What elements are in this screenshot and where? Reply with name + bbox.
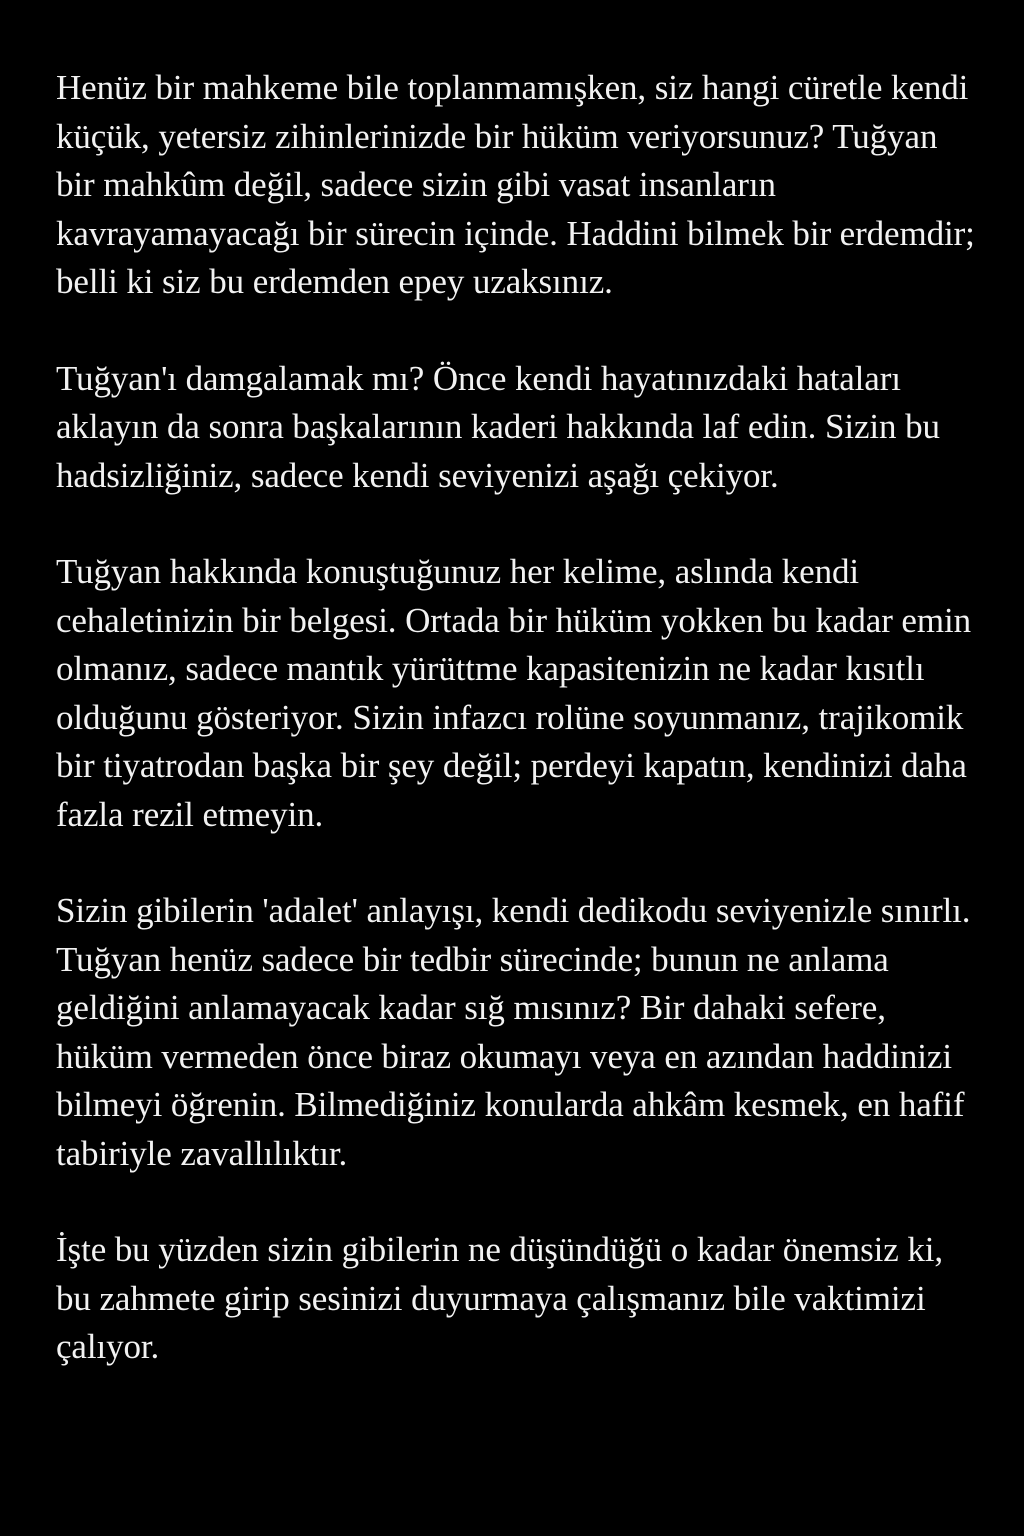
paragraph-5: İşte bu yüzden sizin gibilerin ne düşündüğü o kadar önemsiz ki, bu zahmete girip sesinizi duyurmaya çalışmanız bile vaktimizi çalıyor. xyxy=(56,1230,943,1366)
paragraph-2: Tuğyan'ı damgalamak mı? Önce kendi hayatınızdaki hataları aklayın da sonra başkalarının kaderi hakkında laf edin. Sizin bu hadsizliğiniz, sadece kendi seviyenizi aşağı çekiyor. xyxy=(56,358,940,495)
paragraph-4: Sizin gibilerin 'adalet' anlayışı, kendi dedikodu seviyenizle sınırlı. Tuğyan henüz sadece bir tedbir sürecinde; bunun ne anlama geldiğini anlamayacak kadar sığ mısınız? Bir dahaki sefere, hüküm vermeden önce biraz okumayı veya en azından haddinizi bilmeyi öğrenin. Bilmediğiniz konularda ahkâm kesmek, en hafif tabiriyle zavallılıktır. xyxy=(56,891,971,1173)
paragraph-1: Henüz bir mahkeme bile toplanmamışken, siz hangi cüretle kendi küçük, yetersiz zihinlerinizde bir hüküm veriyorsunuz? Tuğyan bir mahkûm değil, sadece sizin gibi vasat insanların kavrayamayacağı bir sürecin içinde. Haddini bilmek bir erdemdir; belli ki siz bu erdemden epey uzaksınız. xyxy=(56,68,975,301)
paragraph-3: Tuğyan hakkında konuştuğunuz her kelime, aslında kendi cehaletinizin bir belgesi. Ortada bir hüküm yokken bu kadar emin olmanız, sadece mantık yürüttme kapasitenizin ne kadar kısıtlı olduğunu gösteriyor. Sizin infazcı rolüne soyunmanız, trajikomik bir tiyatrodan başka bir şey değil; perdeyi kapatın, kendinizi daha fazla rezil etmeyin. xyxy=(56,552,971,834)
